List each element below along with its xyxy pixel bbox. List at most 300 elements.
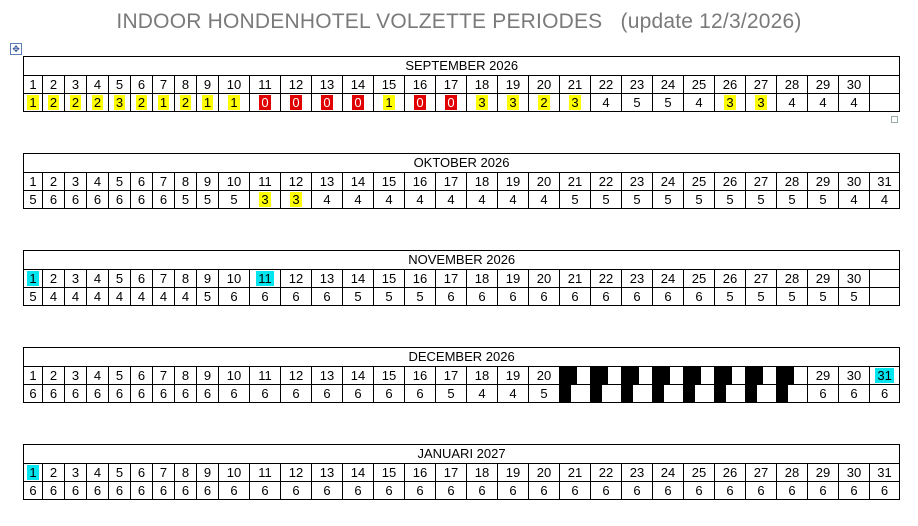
occupancy-cell[interactable] [153, 482, 175, 500]
day-cell[interactable] [870, 367, 900, 385]
day-cell[interactable] [374, 464, 405, 482]
occupancy-cell[interactable] [622, 94, 653, 112]
day-cell[interactable] [153, 76, 175, 94]
day-cell[interactable] [436, 367, 467, 385]
occupancy-cell[interactable] [746, 288, 777, 306]
occupancy-cell[interactable] [436, 191, 467, 209]
occupancy-cell[interactable] [312, 385, 343, 403]
day-cell[interactable] [197, 367, 219, 385]
occupancy-cell[interactable] [839, 288, 870, 306]
day-cell[interactable] [839, 270, 870, 288]
occupancy-cell[interactable] [498, 385, 529, 403]
day-cell[interactable] [498, 464, 529, 482]
occupancy-cell[interactable] [560, 288, 591, 306]
day-cell[interactable] [343, 367, 374, 385]
occupancy-cell[interactable] [281, 288, 312, 306]
occupancy-cell[interactable] [808, 288, 839, 306]
day-cell[interactable] [87, 173, 109, 191]
day-cell[interactable] [777, 270, 808, 288]
occupancy-cell[interactable] [197, 482, 219, 500]
occupancy-cell[interactable] [197, 191, 219, 209]
day-cell[interactable] [65, 367, 87, 385]
day-cell[interactable] [312, 76, 343, 94]
occupancy-cell[interactable] [87, 191, 109, 209]
day-cell[interactable] [24, 270, 43, 288]
day-cell[interactable] [436, 270, 467, 288]
occupancy-cell[interactable] [153, 385, 175, 403]
occupancy-cell[interactable] [498, 482, 529, 500]
occupancy-cell[interactable] [281, 385, 312, 403]
occupancy-cell[interactable] [839, 385, 870, 403]
occupancy-cell[interactable] [498, 191, 529, 209]
day-cell[interactable] [529, 464, 560, 482]
occupancy-cell[interactable] [24, 482, 43, 500]
day-cell[interactable] [153, 173, 175, 191]
day-cell[interactable] [777, 464, 808, 482]
day-cell[interactable] [197, 464, 219, 482]
day-cell[interactable] [65, 76, 87, 94]
day-cell[interactable] [808, 76, 839, 94]
occupancy-cell[interactable] [175, 191, 197, 209]
occupancy-cell[interactable] [250, 94, 281, 112]
occupancy-cell[interactable] [281, 94, 312, 112]
blocked-day-cell[interactable] [777, 367, 808, 385]
occupancy-cell[interactable] [436, 288, 467, 306]
occupancy-cell[interactable] [839, 191, 870, 209]
occupancy-cell[interactable] [622, 482, 653, 500]
occupancy-cell[interactable] [870, 385, 900, 403]
occupancy-cell[interactable] [109, 482, 131, 500]
day-cell[interactable] [622, 173, 653, 191]
occupancy-cell[interactable] [715, 482, 746, 500]
occupancy-cell[interactable] [808, 94, 839, 112]
day-cell[interactable] [808, 173, 839, 191]
occupancy-cell[interactable] [175, 94, 197, 112]
occupancy-cell[interactable] [312, 288, 343, 306]
occupancy-cell[interactable] [684, 191, 715, 209]
occupancy-cell[interactable] [591, 482, 622, 500]
occupancy-cell[interactable] [467, 288, 498, 306]
occupancy-cell[interactable] [622, 288, 653, 306]
day-cell[interactable] [175, 464, 197, 482]
day-cell[interactable] [131, 76, 153, 94]
day-cell[interactable] [715, 270, 746, 288]
occupancy-cell[interactable] [808, 191, 839, 209]
day-cell[interactable] [436, 76, 467, 94]
day-cell[interactable] [870, 173, 900, 191]
occupancy-cell[interactable] [153, 94, 175, 112]
occupancy-cell[interactable] [653, 288, 684, 306]
occupancy-cell[interactable] [312, 191, 343, 209]
occupancy-cell[interactable] [684, 94, 715, 112]
blocked-day-cell[interactable] [622, 367, 653, 385]
blocked-occupancy-cell[interactable] [715, 385, 746, 403]
day-cell[interactable] [43, 367, 65, 385]
occupancy-cell[interactable] [175, 385, 197, 403]
day-cell[interactable] [24, 76, 43, 94]
day-cell[interactable] [219, 173, 250, 191]
occupancy-cell[interactable] [65, 482, 87, 500]
day-cell[interactable] [250, 367, 281, 385]
blocked-occupancy-cell[interactable] [560, 385, 591, 403]
day-cell[interactable] [374, 367, 405, 385]
day-cell[interactable] [312, 173, 343, 191]
occupancy-cell[interactable] [109, 288, 131, 306]
day-cell[interactable] [591, 76, 622, 94]
day-cell[interactable] [715, 173, 746, 191]
occupancy-cell[interactable] [777, 482, 808, 500]
occupancy-cell[interactable] [131, 288, 153, 306]
day-cell[interactable] [715, 76, 746, 94]
occupancy-cell[interactable] [374, 385, 405, 403]
day-cell[interactable] [65, 464, 87, 482]
occupancy-cell[interactable] [560, 482, 591, 500]
occupancy-cell[interactable] [197, 385, 219, 403]
day-cell[interactable] [43, 76, 65, 94]
occupancy-cell[interactable] [746, 482, 777, 500]
day-cell[interactable] [467, 270, 498, 288]
occupancy-cell[interactable] [175, 482, 197, 500]
occupancy-cell[interactable] [467, 385, 498, 403]
occupancy-cell[interactable] [715, 288, 746, 306]
occupancy-cell[interactable] [529, 385, 560, 403]
day-cell[interactable] [498, 270, 529, 288]
day-cell[interactable] [43, 173, 65, 191]
day-cell[interactable] [746, 270, 777, 288]
day-cell[interactable] [653, 76, 684, 94]
occupancy-cell[interactable] [591, 94, 622, 112]
day-cell[interactable] [87, 270, 109, 288]
day-cell[interactable] [219, 270, 250, 288]
occupancy-cell[interactable] [808, 385, 839, 403]
day-cell[interactable] [746, 464, 777, 482]
occupancy-cell[interactable] [498, 94, 529, 112]
day-cell[interactable] [746, 173, 777, 191]
occupancy-cell[interactable] [87, 94, 109, 112]
occupancy-cell[interactable] [839, 94, 870, 112]
day-cell[interactable] [197, 270, 219, 288]
day-cell[interactable] [281, 173, 312, 191]
day-cell[interactable] [281, 76, 312, 94]
occupancy-cell[interactable] [343, 482, 374, 500]
day-cell[interactable] [197, 173, 219, 191]
day-cell[interactable] [560, 270, 591, 288]
day-cell[interactable] [746, 76, 777, 94]
occupancy-cell[interactable] [65, 191, 87, 209]
occupancy-cell[interactable] [715, 94, 746, 112]
occupancy-cell[interactable] [777, 94, 808, 112]
occupancy-cell[interactable] [281, 191, 312, 209]
occupancy-cell[interactable] [839, 482, 870, 500]
occupancy-cell[interactable] [87, 288, 109, 306]
day-cell[interactable] [343, 173, 374, 191]
occupancy-cell[interactable] [653, 94, 684, 112]
occupancy-cell[interactable] [405, 191, 436, 209]
day-cell[interactable] [529, 173, 560, 191]
day-cell[interactable] [436, 173, 467, 191]
occupancy-cell[interactable] [131, 94, 153, 112]
day-cell[interactable] [24, 464, 43, 482]
day-cell[interactable] [622, 270, 653, 288]
table-resize-handle[interactable] [891, 116, 898, 123]
day-cell[interactable] [281, 270, 312, 288]
blocked-occupancy-cell[interactable] [777, 385, 808, 403]
day-cell[interactable] [622, 76, 653, 94]
occupancy-cell[interactable] [622, 191, 653, 209]
day-cell[interactable] [839, 464, 870, 482]
day-cell[interactable] [870, 270, 900, 288]
day-cell[interactable] [175, 76, 197, 94]
day-cell[interactable] [436, 464, 467, 482]
day-cell[interactable] [839, 173, 870, 191]
day-cell[interactable] [560, 76, 591, 94]
day-cell[interactable] [467, 464, 498, 482]
occupancy-cell[interactable] [109, 385, 131, 403]
day-cell[interactable] [467, 173, 498, 191]
day-cell[interactable] [498, 76, 529, 94]
day-cell[interactable] [374, 270, 405, 288]
day-cell[interactable] [281, 367, 312, 385]
occupancy-cell[interactable] [250, 385, 281, 403]
day-cell[interactable] [197, 76, 219, 94]
day-cell[interactable] [467, 367, 498, 385]
day-cell[interactable] [808, 464, 839, 482]
occupancy-cell[interactable] [591, 191, 622, 209]
occupancy-cell[interactable] [219, 191, 250, 209]
occupancy-cell[interactable] [405, 385, 436, 403]
occupancy-cell[interactable] [374, 191, 405, 209]
day-cell[interactable] [219, 464, 250, 482]
day-cell[interactable] [312, 464, 343, 482]
blocked-occupancy-cell[interactable] [746, 385, 777, 403]
day-cell[interactable] [405, 173, 436, 191]
day-cell[interactable] [175, 173, 197, 191]
occupancy-cell[interactable] [436, 94, 467, 112]
day-cell[interactable] [405, 76, 436, 94]
day-cell[interactable] [684, 464, 715, 482]
occupancy-cell[interactable] [777, 288, 808, 306]
occupancy-cell[interactable] [43, 288, 65, 306]
occupancy-cell[interactable] [219, 385, 250, 403]
day-cell[interactable] [65, 270, 87, 288]
occupancy-cell[interactable] [529, 94, 560, 112]
day-cell[interactable] [250, 76, 281, 94]
occupancy-cell[interactable] [281, 482, 312, 500]
occupancy-cell[interactable] [343, 191, 374, 209]
day-cell[interactable] [153, 367, 175, 385]
occupancy-cell[interactable] [343, 288, 374, 306]
day-cell[interactable] [24, 367, 43, 385]
day-cell[interactable] [281, 464, 312, 482]
occupancy-cell[interactable] [529, 191, 560, 209]
occupancy-cell[interactable] [808, 482, 839, 500]
occupancy-cell[interactable] [560, 191, 591, 209]
occupancy-cell[interactable] [197, 288, 219, 306]
blocked-day-cell[interactable] [684, 367, 715, 385]
blocked-day-cell[interactable] [560, 367, 591, 385]
occupancy-cell[interactable] [870, 288, 900, 306]
day-cell[interactable] [343, 464, 374, 482]
day-cell[interactable] [808, 270, 839, 288]
day-cell[interactable] [808, 367, 839, 385]
blocked-occupancy-cell[interactable] [684, 385, 715, 403]
occupancy-cell[interactable] [405, 288, 436, 306]
day-cell[interactable] [175, 367, 197, 385]
blocked-occupancy-cell[interactable] [622, 385, 653, 403]
day-cell[interactable] [374, 76, 405, 94]
day-cell[interactable] [870, 464, 900, 482]
occupancy-cell[interactable] [65, 385, 87, 403]
occupancy-cell[interactable] [498, 288, 529, 306]
occupancy-cell[interactable] [374, 94, 405, 112]
day-cell[interactable] [622, 464, 653, 482]
occupancy-cell[interactable] [65, 94, 87, 112]
occupancy-cell[interactable] [197, 94, 219, 112]
day-cell[interactable] [87, 76, 109, 94]
blocked-day-cell[interactable] [653, 367, 684, 385]
occupancy-cell[interactable] [65, 288, 87, 306]
occupancy-cell[interactable] [219, 288, 250, 306]
blocked-day-cell[interactable] [591, 367, 622, 385]
occupancy-cell[interactable] [109, 94, 131, 112]
day-cell[interactable] [153, 270, 175, 288]
occupancy-cell[interactable] [250, 288, 281, 306]
occupancy-cell[interactable] [870, 191, 900, 209]
day-cell[interactable] [498, 367, 529, 385]
occupancy-cell[interactable] [746, 191, 777, 209]
day-cell[interactable] [529, 367, 560, 385]
day-cell[interactable] [715, 464, 746, 482]
day-cell[interactable] [109, 270, 131, 288]
occupancy-cell[interactable] [312, 482, 343, 500]
occupancy-cell[interactable] [43, 385, 65, 403]
day-cell[interactable] [591, 464, 622, 482]
day-cell[interactable] [131, 173, 153, 191]
day-cell[interactable] [153, 464, 175, 482]
day-cell[interactable] [684, 270, 715, 288]
day-cell[interactable] [250, 270, 281, 288]
day-cell[interactable] [312, 270, 343, 288]
occupancy-cell[interactable] [436, 482, 467, 500]
occupancy-cell[interactable] [529, 288, 560, 306]
occupancy-cell[interactable] [746, 94, 777, 112]
occupancy-cell[interactable] [219, 482, 250, 500]
day-cell[interactable] [43, 270, 65, 288]
occupancy-cell[interactable] [343, 385, 374, 403]
occupancy-cell[interactable] [43, 94, 65, 112]
table-move-handle-icon[interactable]: ✥ [10, 43, 22, 55]
day-cell[interactable] [65, 173, 87, 191]
day-cell[interactable] [653, 464, 684, 482]
occupancy-cell[interactable] [43, 191, 65, 209]
day-cell[interactable] [498, 173, 529, 191]
day-cell[interactable] [24, 173, 43, 191]
blocked-day-cell[interactable] [715, 367, 746, 385]
occupancy-cell[interactable] [870, 482, 900, 500]
occupancy-cell[interactable] [467, 94, 498, 112]
occupancy-cell[interactable] [529, 482, 560, 500]
occupancy-cell[interactable] [175, 288, 197, 306]
occupancy-cell[interactable] [560, 94, 591, 112]
occupancy-cell[interactable] [374, 482, 405, 500]
day-cell[interactable] [43, 464, 65, 482]
occupancy-cell[interactable] [591, 288, 622, 306]
day-cell[interactable] [374, 173, 405, 191]
day-cell[interactable] [839, 76, 870, 94]
day-cell[interactable] [560, 464, 591, 482]
occupancy-cell[interactable] [131, 191, 153, 209]
occupancy-cell[interactable] [312, 94, 343, 112]
day-cell[interactable] [467, 76, 498, 94]
day-cell[interactable] [219, 76, 250, 94]
day-cell[interactable] [109, 464, 131, 482]
occupancy-cell[interactable] [777, 191, 808, 209]
day-cell[interactable] [131, 464, 153, 482]
occupancy-cell[interactable] [43, 482, 65, 500]
occupancy-cell[interactable] [405, 94, 436, 112]
occupancy-cell[interactable] [87, 385, 109, 403]
day-cell[interactable] [109, 76, 131, 94]
day-cell[interactable] [405, 367, 436, 385]
occupancy-cell[interactable] [24, 288, 43, 306]
occupancy-cell[interactable] [24, 191, 43, 209]
day-cell[interactable] [591, 173, 622, 191]
occupancy-cell[interactable] [870, 94, 900, 112]
occupancy-cell[interactable] [24, 385, 43, 403]
occupancy-cell[interactable] [219, 94, 250, 112]
occupancy-cell[interactable] [653, 482, 684, 500]
day-cell[interactable] [529, 76, 560, 94]
day-cell[interactable] [777, 76, 808, 94]
day-cell[interactable] [87, 367, 109, 385]
day-cell[interactable] [777, 173, 808, 191]
occupancy-cell[interactable] [467, 482, 498, 500]
occupancy-cell[interactable] [131, 482, 153, 500]
day-cell[interactable] [653, 173, 684, 191]
day-cell[interactable] [87, 464, 109, 482]
occupancy-cell[interactable] [653, 191, 684, 209]
blocked-occupancy-cell[interactable] [653, 385, 684, 403]
occupancy-cell[interactable] [250, 191, 281, 209]
occupancy-cell[interactable] [436, 385, 467, 403]
occupancy-cell[interactable] [684, 482, 715, 500]
day-cell[interactable] [529, 270, 560, 288]
occupancy-cell[interactable] [24, 94, 43, 112]
day-cell[interactable] [343, 270, 374, 288]
occupancy-cell[interactable] [715, 191, 746, 209]
day-cell[interactable] [175, 270, 197, 288]
occupancy-cell[interactable] [467, 191, 498, 209]
occupancy-cell[interactable] [153, 288, 175, 306]
occupancy-cell[interactable] [109, 191, 131, 209]
occupancy-cell[interactable] [343, 94, 374, 112]
day-cell[interactable] [109, 367, 131, 385]
day-cell[interactable] [560, 173, 591, 191]
day-cell[interactable] [109, 173, 131, 191]
day-cell[interactable] [405, 270, 436, 288]
blocked-occupancy-cell[interactable] [591, 385, 622, 403]
day-cell[interactable] [870, 76, 900, 94]
occupancy-cell[interactable] [374, 288, 405, 306]
occupancy-cell[interactable] [87, 482, 109, 500]
day-cell[interactable] [250, 173, 281, 191]
day-cell[interactable] [343, 76, 374, 94]
day-cell[interactable] [219, 367, 250, 385]
day-cell[interactable] [839, 367, 870, 385]
blocked-day-cell[interactable] [746, 367, 777, 385]
day-cell[interactable] [684, 76, 715, 94]
day-cell[interactable] [684, 173, 715, 191]
